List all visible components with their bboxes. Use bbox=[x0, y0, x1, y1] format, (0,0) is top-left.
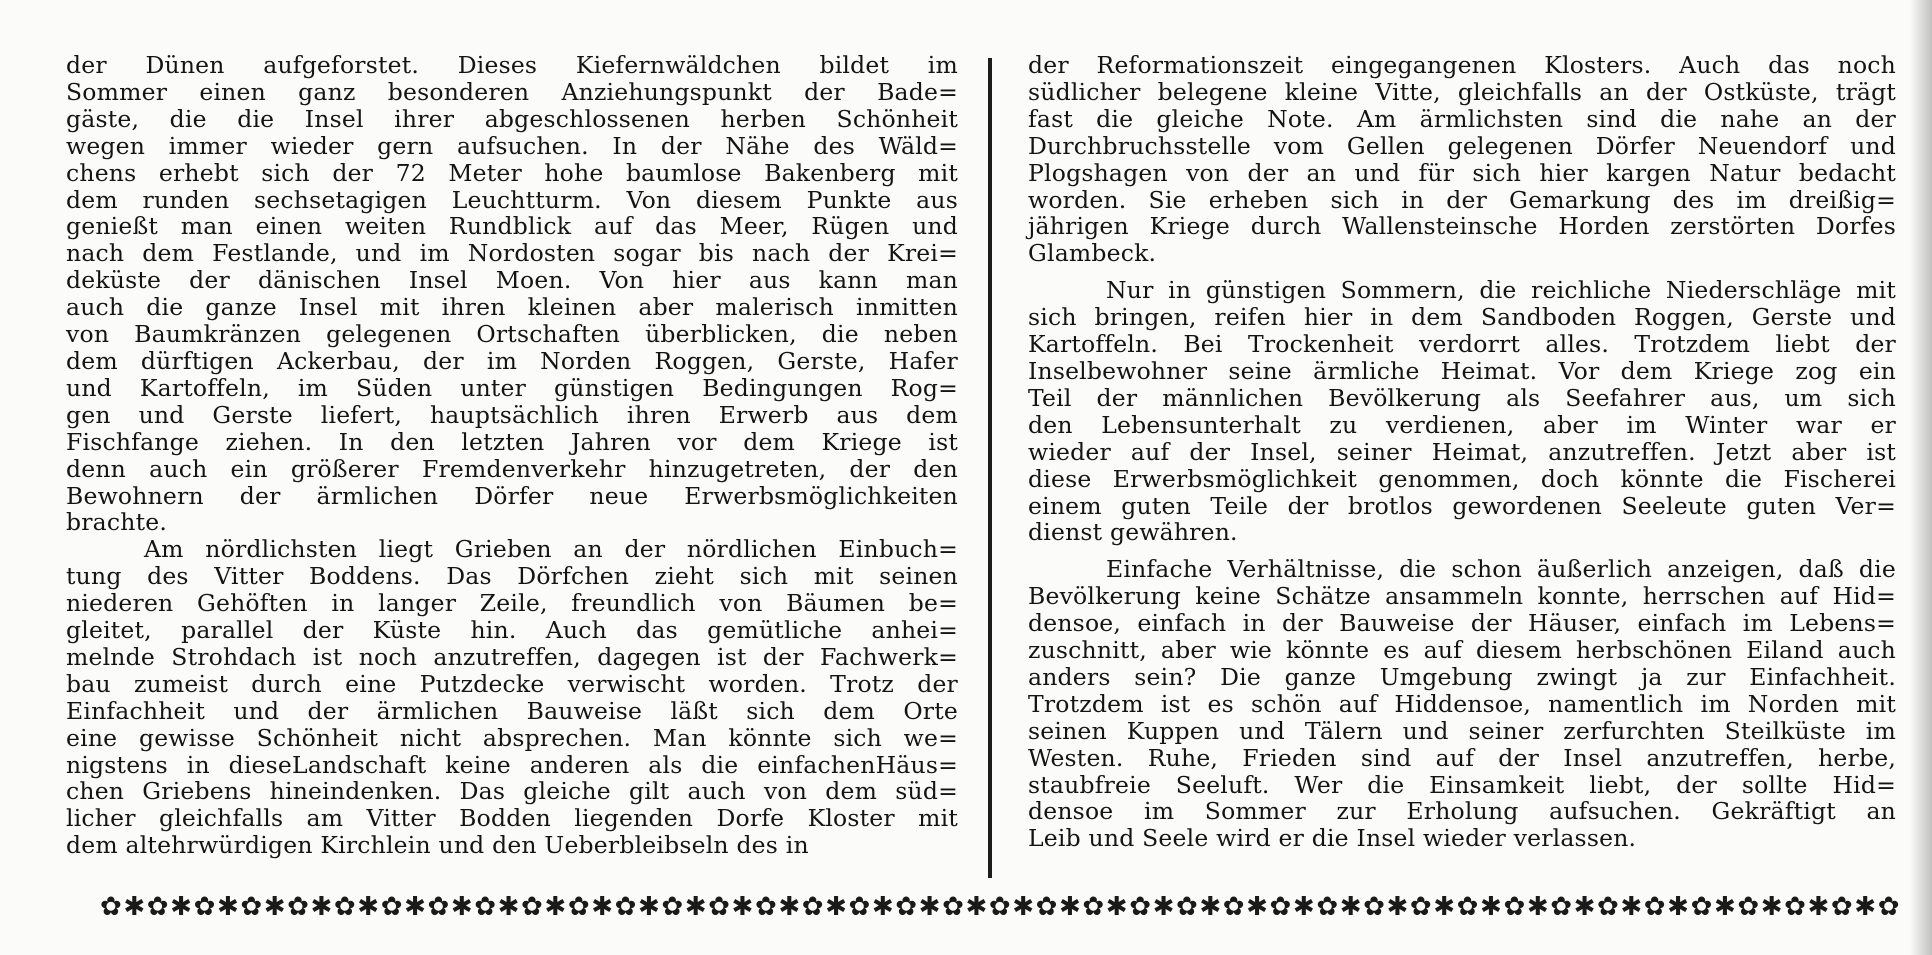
ornament-icon: ✱ bbox=[918, 892, 941, 922]
ornament-icon: ✿ bbox=[1830, 892, 1853, 922]
ornament-icon: ✱ bbox=[965, 892, 988, 922]
ornament-icon: ✱ bbox=[1573, 892, 1596, 922]
text-line: seinen Kuppen und Tälern und seiner zerfurchten Steilküste im bbox=[1028, 716, 1896, 745]
ornament-icon: ✿ bbox=[708, 892, 730, 922]
ornament-icon: ✿ bbox=[1269, 892, 1292, 922]
ornament-icon: ✱ bbox=[1854, 892, 1877, 922]
left-text-column bbox=[66, 52, 958, 859]
text-line: anders sein? Die ganze Umgebung zwingt ja zur Einfachheit. bbox=[1028, 662, 1896, 691]
text-line: dem runden sechsetagigen Leuchtturm. Von diesem Punkte aus bbox=[66, 185, 958, 214]
text-line: dem altehrwürdigen Kirchlein und den Ueberbleibseln des in bbox=[66, 831, 809, 860]
ornament-icon: ✿ bbox=[1784, 892, 1806, 922]
text-line: deküste der dänischen Insel Moen. Von hier aus kann man bbox=[66, 266, 958, 295]
ornament-icon: ✿ bbox=[1643, 892, 1666, 922]
ornament-icon: ✱ bbox=[123, 892, 146, 922]
ornament-icon: ✱ bbox=[1246, 892, 1268, 922]
text-line: densoe, einfach in der Bauweise der Häuser, einfach im Lebens= bbox=[1028, 609, 1896, 638]
text-line: gen und Gerste liefert, hauptsächlich ihren Erwerb aus dem bbox=[66, 400, 958, 429]
text-line: fast die gleiche Note. Am ärmlichsten sind die nahe an der bbox=[1028, 104, 1896, 133]
ornament-icon: ✿ bbox=[1222, 892, 1245, 922]
ornament-icon: ✱ bbox=[1667, 892, 1689, 922]
ornament-icon: ✿ bbox=[661, 892, 684, 922]
ornament-icon: ✿ bbox=[193, 892, 216, 922]
text-line: wegen immer wieder gern aufsuchen. In der Nähe des Wäld= bbox=[66, 131, 958, 160]
text-line: Teil der männlichen Bevölkerung als Seefahrer aus, um sich bbox=[1028, 383, 1896, 412]
text-line: Nur in günstigen Sommern, die reichliche Niederschläge mit bbox=[1106, 276, 1896, 305]
ornament-icon: ✱ bbox=[1713, 892, 1736, 922]
text-line: denn auch ein größerer Fremdenverkehr hinzugetreten, der den bbox=[66, 454, 958, 483]
ornament-icon: ✿ bbox=[1363, 892, 1385, 922]
text-line: Fischfange ziehen. In den letzten Jahren vor dem Kriege ist bbox=[66, 427, 958, 456]
ornament-icon: ✱ bbox=[871, 892, 894, 922]
ornament-icon: ✿ bbox=[1316, 892, 1339, 922]
paragraph bbox=[66, 536, 958, 859]
text-line: von Baumkränzen gelegenen Ortschaften überblicken, die neben bbox=[66, 320, 958, 349]
paragraph bbox=[1028, 52, 1896, 267]
column-divider-rule bbox=[988, 58, 992, 878]
ornament-icon: ✱ bbox=[1339, 892, 1362, 922]
text-line: tung des Vitter Boddens. Das Dörfchen zieht sich mit seinen bbox=[66, 562, 958, 591]
ornament-icon: ✿ bbox=[240, 892, 263, 922]
text-line: licher gleichfalls am Vitter Bodden liegenden Dorfe Kloster mit bbox=[66, 804, 958, 833]
ornament-icon: ✿ bbox=[801, 892, 824, 922]
paragraph bbox=[66, 52, 958, 536]
ornament-icon: ✿ bbox=[848, 892, 871, 922]
ornament-icon: ✱ bbox=[1433, 892, 1456, 922]
ornament-icon: ✱ bbox=[1105, 892, 1128, 922]
ornament-icon: ✿ bbox=[1129, 892, 1151, 922]
ornament-icon: ✱ bbox=[404, 892, 426, 922]
text-line: worden. Sie erheben sich in der Gemarkung des im dreißig= bbox=[1028, 185, 1896, 214]
text-line: Glambeck. bbox=[1028, 239, 1157, 268]
ornament-icon: ✿ bbox=[1550, 892, 1573, 922]
text-line: Bewohnern der ärmlichen Dörfer neue Erwerbsmöglichkeiten bbox=[66, 481, 958, 510]
ornament-icon: ✱ bbox=[1152, 892, 1175, 922]
text-line: Einfachheit und der ärmlichen Bauweise läßt sich dem Orte bbox=[66, 696, 958, 725]
ornament-icon: ✿ bbox=[895, 892, 918, 922]
ornament-icon: ✿ bbox=[942, 892, 964, 922]
page-edge-shadow bbox=[1910, 0, 1932, 955]
ornament-icon: ✱ bbox=[450, 892, 473, 922]
ornament-icon: ✱ bbox=[497, 892, 520, 922]
ornament-icon: ✿ bbox=[754, 892, 777, 922]
ornament-icon: ✿ bbox=[1456, 892, 1479, 922]
ornament-icon: ✱ bbox=[1292, 892, 1315, 922]
text-line: brachte. bbox=[66, 508, 168, 537]
text-line: der Reformationszeit eingegangenen Klosters. Auch das noch bbox=[1028, 51, 1896, 79]
ornament-icon: ✱ bbox=[1199, 892, 1222, 922]
text-line: und Kartoffeln, im Süden unter günstigen Bedingungen Rog= bbox=[66, 373, 958, 402]
ornament-icon: ✿ bbox=[380, 892, 403, 922]
text-line: staubfreie Seeluft. Wer die Einsamkeit liebt, der sollte Hid= bbox=[1028, 770, 1896, 799]
text-line: Sommer einen ganz besonderen Anziehungspunkt der Bade= bbox=[66, 77, 958, 106]
ornament-border bbox=[100, 892, 1900, 922]
text-line: Trotzdem ist es schön auf Hiddensoe, namentlich im Norden mit bbox=[1028, 689, 1896, 718]
text-line: Einfache Verhältnisse, die schon äußerlich anzeigen, daß die bbox=[1106, 555, 1896, 584]
right-text-column bbox=[1028, 52, 1896, 862]
ornament-icon: ✿ bbox=[100, 892, 122, 922]
text-line: Plogshagen von der an und für sich hier kargen Natur bedacht bbox=[1028, 158, 1896, 187]
ornament-icon: ✱ bbox=[1620, 892, 1643, 922]
ornament-icon: ✱ bbox=[825, 892, 847, 922]
paragraph bbox=[1028, 556, 1896, 852]
ornament-icon: ✿ bbox=[567, 892, 590, 922]
text-line: gäste, die die Insel ihrer abgeschlossenen herben Schönheit bbox=[66, 104, 958, 133]
ornament-icon: ✱ bbox=[310, 892, 333, 922]
text-line: dem dürftigen Ackerbau, der im Norden Roggen, Gerste, Hafer bbox=[66, 346, 958, 375]
text-line: südlicher belegene kleine Vitte, gleichfalls an der Ostküste, trägt bbox=[1028, 77, 1896, 106]
text-line: gleitet, parallel der Küste hin. Auch das gemütliche anhei= bbox=[66, 616, 958, 645]
ornament-icon: ✿ bbox=[287, 892, 309, 922]
text-line: Inselbewohner seine ärmliche Heimat. Vor dem Kriege zog ein bbox=[1028, 356, 1896, 385]
ornament-icon: ✱ bbox=[216, 892, 239, 922]
text-line: chen Griebens hineindenken. Das gleiche gilt auch von dem süd= bbox=[66, 777, 958, 806]
text-line: Kartoffeln. Bei Trockenheit verdorrt alles. Trotzdem liebt der bbox=[1028, 330, 1896, 359]
text-line: jährigen Kriege durch Wallensteinsche Horden zerstörten Dorfes bbox=[1028, 212, 1896, 241]
ornament-icon: ✱ bbox=[684, 892, 707, 922]
ornament-icon: ✱ bbox=[357, 892, 380, 922]
text-line: Bevölkerung keine Schätze ansammeln konnte, herrschen auf Hid= bbox=[1028, 582, 1896, 611]
text-line: wieder auf der Insel, seiner Heimat, anzutreffen. Jetzt aber ist bbox=[1028, 437, 1896, 466]
ornament-icon: ✿ bbox=[427, 892, 450, 922]
text-line: Westen. Ruhe, Frieden sind auf der Insel anzutreffen, herbe, bbox=[1028, 743, 1896, 772]
ornament-icon: ✱ bbox=[637, 892, 660, 922]
text-line: eine gewisse Schönheit nicht absprechen. Man könnte sich we= bbox=[66, 723, 958, 752]
text-line: chens erhebt sich der 72 Meter hohe baumlose Bakenberg mit bbox=[66, 158, 958, 187]
ornament-icon: ✱ bbox=[591, 892, 613, 922]
ornament-icon: ✿ bbox=[1409, 892, 1432, 922]
ornament-icon: ✿ bbox=[474, 892, 497, 922]
text-line: Am nördlichsten liegt Grieben an der nördlichen Einbuch= bbox=[144, 535, 958, 564]
text-line: sich bringen, reifen hier in dem Sandboden Roggen, Gerste und bbox=[1028, 303, 1896, 332]
ornament-icon: ✿ bbox=[146, 892, 169, 922]
ornament-icon: ✿ bbox=[1082, 892, 1105, 922]
ornament-icon: ✱ bbox=[1807, 892, 1830, 922]
text-line: Durchbruchsstelle vom Gellen gelegenen Dörfer Neuendorf und bbox=[1028, 131, 1896, 160]
ornament-icon: ✱ bbox=[263, 892, 286, 922]
ornament-icon: ✱ bbox=[544, 892, 567, 922]
ornament-icon: ✱ bbox=[1760, 892, 1783, 922]
ornament-icon: ✿ bbox=[1035, 892, 1058, 922]
ornament-icon: ✱ bbox=[1480, 892, 1502, 922]
ornament-icon: ✿ bbox=[988, 892, 1011, 922]
ornament-icon: ✱ bbox=[778, 892, 801, 922]
text-line: melnde Strohdach ist noch anzutreffen, dagegen ist der Fachwerk= bbox=[66, 642, 958, 671]
text-line: den Lebensunterhalt zu verdienen, aber im Winter war er bbox=[1028, 410, 1896, 439]
ornament-icon: ✱ bbox=[1526, 892, 1549, 922]
ornament-icon: ✱ bbox=[1386, 892, 1409, 922]
text-line: bau zumeist durch eine Putzdecke verwischt worden. Trotz der bbox=[66, 669, 958, 698]
ornament-icon: ✱ bbox=[1012, 892, 1035, 922]
ornament-icon: ✿ bbox=[1175, 892, 1198, 922]
text-line: zuschnitt, aber wie könnte es auf diesem herbschönen Eiland auch bbox=[1028, 636, 1896, 665]
text-line: nach dem Festlande, und im Nordosten sogar bis nach der Krei= bbox=[66, 239, 958, 268]
paragraph bbox=[1028, 277, 1896, 546]
ornament-icon: ✱ bbox=[170, 892, 192, 922]
ornament-icon: ✿ bbox=[1503, 892, 1526, 922]
text-line: einem guten Teile der brotlos gewordenen Seeleute guten Ver= bbox=[1028, 491, 1896, 520]
text-line: Leib und Seele wird er die Insel wieder verlassen. bbox=[1028, 824, 1637, 853]
text-line: dienst gewähren. bbox=[1028, 518, 1238, 547]
text-line: der Dünen aufgeforstet. Dieses Kiefernwäldchen bildet im bbox=[66, 51, 958, 79]
ornament-icon: ✿ bbox=[1737, 892, 1760, 922]
text-line: diese Erwerbsmöglichkeit genommen, doch könnte die Fischerei bbox=[1028, 464, 1896, 493]
ornament-icon: ✿ bbox=[333, 892, 356, 922]
ornament-icon: ✱ bbox=[1059, 892, 1081, 922]
text-line: niederen Gehöften in langer Zeile, freundlich von Bäumen be= bbox=[66, 589, 958, 618]
text-line: auch die ganze Insel mit ihren kleinen aber malerisch inmitten bbox=[66, 293, 958, 322]
text-line: genießt man einen weiten Rundblick auf das Meer, Rügen und bbox=[66, 212, 958, 241]
ornament-icon: ✱ bbox=[731, 892, 754, 922]
ornament-icon: ✿ bbox=[521, 892, 543, 922]
ornament-icon: ✿ bbox=[614, 892, 637, 922]
text-line: densoe im Sommer zur Erholung aufsuchen. Gekräftigt an bbox=[1028, 797, 1896, 826]
ornament-icon: ✿ bbox=[1597, 892, 1619, 922]
ornament-icon: ✿ bbox=[1877, 892, 1900, 922]
ornament-icon: ✿ bbox=[1690, 892, 1713, 922]
text-line: nigstens in dieseLandschaft keine anderen als die einfachenHäus= bbox=[66, 750, 958, 779]
